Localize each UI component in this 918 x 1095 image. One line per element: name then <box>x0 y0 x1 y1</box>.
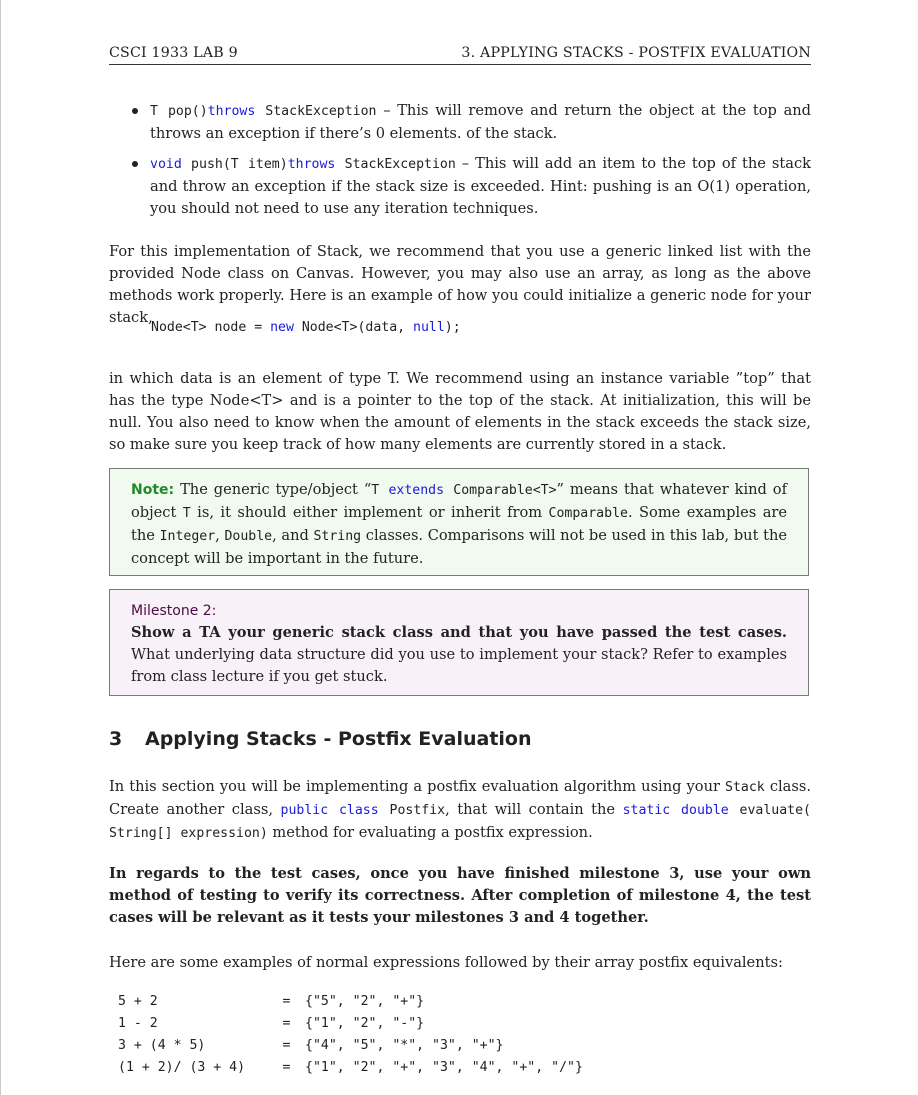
table-row <box>118 1013 583 1035</box>
note-text: , <box>215 527 225 544</box>
sig-keyword: throws <box>207 104 256 119</box>
section-heading <box>109 728 532 750</box>
normal-expression: 5 + 2 <box>118 994 158 1009</box>
sig-text: StackException <box>335 157 456 172</box>
postfix-array: {"1", "2", "-"} <box>305 1016 425 1031</box>
inline-code: String[] expression) <box>109 826 268 841</box>
code-node-init <box>151 317 461 339</box>
paragraph-top-variable: in which data is an element of type T. We recommend using an instance variable ”top” that has the type Node<T> and is a pointer to the top of the stack. At initialization, this will be null. You also need to know when the amount of elements in the stack exceeds the stack size, so make sure you keep track of how many elements are currently stored in a stack. <box>109 370 811 453</box>
table-row <box>118 1057 583 1079</box>
push-signature <box>150 157 456 172</box>
para-text: In this section you will be implementing a postfix evaluation algorithm using your <box>109 778 726 795</box>
milestone-label: Milestone 2: <box>131 603 217 619</box>
code-text: Node<T> node = <box>151 320 271 335</box>
push-description: – This will add an item to the top of the stack and throw an exception if the stack size is exceeded. Hint: pushing is an O(1) operation, you should not need to use any iteration techniques. <box>150 155 812 217</box>
inline-code: evaluate( <box>728 803 811 818</box>
note-text: is, it should either implement or inherit from <box>190 504 549 521</box>
sig-keyword: throws <box>287 157 336 172</box>
examples-table <box>118 991 583 1079</box>
header-section: 3. APPLYING STACKS - POSTFIX EVALUATION <box>461 45 811 61</box>
inline-keyword: public class <box>280 803 379 818</box>
bullet-icon <box>132 108 138 114</box>
note-text: , and <box>272 527 314 544</box>
equals-sign: = <box>282 1038 291 1053</box>
paragraph-test-cases: In regards to the test cases, once you have finished milestone 3, use your own method of testing to verify its correctness. After completion of milestone 4, the test cases will be relevant as it tests your milestones 3 and 4 together. <box>109 865 811 926</box>
table-row <box>118 991 583 1013</box>
para-text: method for evaluating a postfix expression. <box>267 824 593 841</box>
code-text: Node<T>(data, <box>293 320 414 335</box>
sig-text: T pop() <box>150 104 208 119</box>
code-text: T <box>371 483 389 498</box>
note-code <box>371 483 556 498</box>
note-code: T <box>182 506 191 521</box>
list-item-push <box>109 153 811 220</box>
code-keyword: null <box>413 320 445 335</box>
sig-text: StackException <box>255 104 377 119</box>
code-keyword: new <box>270 320 294 335</box>
inline-code: Postfix <box>378 803 446 818</box>
note-text: The generic type/object “ <box>174 481 372 498</box>
section-title: Applying Stacks - Postfix Evaluation <box>145 728 532 750</box>
code-text: ); <box>444 320 461 335</box>
para-text: , that will contain the <box>445 801 623 818</box>
table-row <box>118 1035 583 1057</box>
inline-code: Stack <box>725 780 765 795</box>
sig-keyword: void <box>150 157 182 172</box>
pop-description: – This will remove and return the object at the top and throws an exception if there’s 0 elements. of the stack. <box>150 102 812 142</box>
list-item-pop <box>109 100 811 145</box>
note-code: Integer <box>159 529 216 544</box>
postfix-array: {"4", "5", "*", "3", "+"} <box>305 1038 504 1053</box>
section-number: 3 <box>109 728 123 750</box>
note-code: Comparable <box>548 506 628 521</box>
paragraph-postfix-intro <box>109 776 811 845</box>
header-course: CSCI 1933 LAB 9 <box>109 45 238 61</box>
equals-sign: = <box>282 994 291 1009</box>
milestone-text: What underlying data structure did you use to implement your stack? Refer to examples from class lecture if you get stuck. <box>131 646 787 685</box>
note-text: ” means that whatever kind of object <box>131 481 787 521</box>
running-header <box>109 40 811 65</box>
para-text: class. Create another class, <box>109 778 811 818</box>
normal-expression: 1 - 2 <box>118 1016 158 1031</box>
paragraph-examples-intro: Here are some examples of normal expressions followed by their array postfix equivalents: <box>109 954 783 971</box>
milestone-box <box>109 589 809 696</box>
postfix-array: {"1", "2", "+", "3", "4", "+", "/"} <box>305 1060 583 1075</box>
code-text: Comparable<T> <box>444 483 557 498</box>
code-keyword: extends <box>388 483 445 498</box>
note-box <box>109 468 809 576</box>
note-label: Note: <box>131 482 175 498</box>
note-text: classes. Comparisons will not be used in this lab, but the concept will be important in the future. <box>131 527 788 567</box>
normal-expression: 3 + (4 * 5) <box>118 1038 206 1053</box>
pop-signature <box>150 104 376 119</box>
note-text: . Some examples are the <box>131 504 788 544</box>
note-code: Double <box>224 529 273 544</box>
method-list <box>109 100 811 228</box>
inline-keyword: static double <box>622 803 729 818</box>
postfix-array: {"5", "2", "+"} <box>305 994 425 1009</box>
normal-expression: (1 + 2)/ (3 + 4) <box>118 1060 246 1075</box>
page-left-edge <box>0 0 1 1095</box>
equals-sign: = <box>282 1016 291 1031</box>
paragraph-implementation: For this implementation of Stack, we recommend that you use a generic linked list with the provided Node class on Canvas. However, you may also use an array, as long as the above methods work properly. Here is an example of how you could initialize a generic node for your stack, <box>109 243 811 326</box>
sig-text: push(T item) <box>181 157 288 172</box>
note-code: String <box>313 529 362 544</box>
milestone-bold-text: Show a TA your generic stack class and that you have passed the test cases. <box>131 624 787 641</box>
bullet-icon <box>132 161 138 167</box>
equals-sign: = <box>282 1060 291 1075</box>
